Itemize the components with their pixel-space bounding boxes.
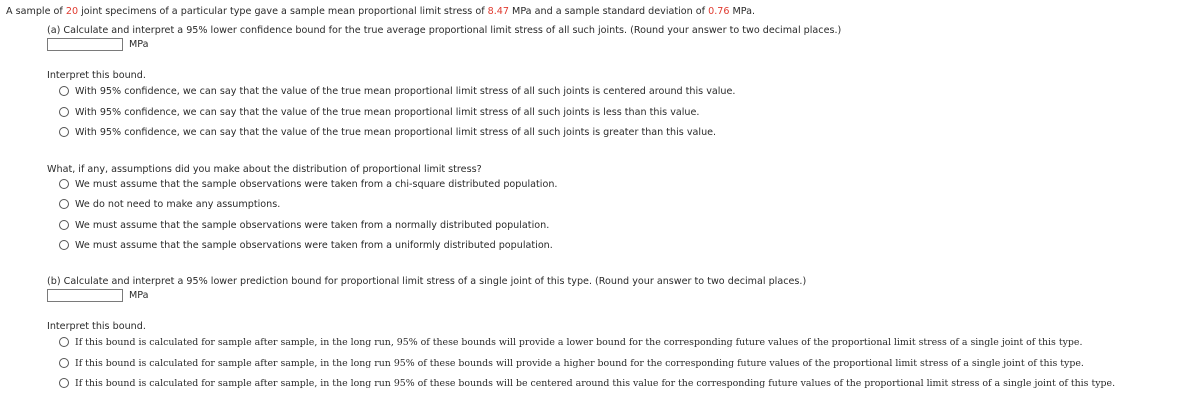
intro-text: A sample of: [6, 6, 66, 17]
radio-button-icon[interactable]: [59, 220, 69, 230]
assumption-option-1[interactable]: [59, 178, 557, 190]
part-a-interpret-label: Interpret this bound.: [47, 70, 146, 81]
radio-button-icon[interactable]: [59, 127, 69, 137]
option-label: If this bound is calculated for sample after sample, in the long run 95% of these bounds will provide a higher bound for the corresponding future values of the proportional limit stress of a single joint of this type.: [75, 357, 1084, 369]
part-a-option-1[interactable]: [59, 85, 735, 97]
part-b-option-1[interactable]: [59, 336, 1082, 348]
intro-text: joint specimens of a particular type gave a sample mean proportional limit stress of: [78, 6, 488, 17]
part-b-unit-label: MPa: [129, 290, 149, 301]
sample-size-value: 20: [65, 6, 79, 17]
option-label: If this bound is calculated for sample after sample, in the long run 95% of these bounds will be centered around this value for the corresponding future values of the proportional limit stress of a single joint of this type.: [75, 377, 1116, 389]
option-label: We must assume that the sample observations were taken from a chi-square distributed population.: [75, 178, 558, 190]
radio-button-icon[interactable]: [59, 86, 69, 96]
radio-button-icon[interactable]: [59, 107, 69, 117]
option-label: We must assume that the sample observations were taken from a uniformly distributed population.: [75, 239, 553, 251]
part-b-answer-input[interactable]: [47, 289, 123, 302]
assumptions-question: What, if any, assumptions did you make about the distribution of proportional limit stress?: [47, 164, 482, 175]
option-label: If this bound is calculated for sample after sample, in the long run, 95% of these bounds will provide a lower bound for the corresponding future values of the proportional limit stress of a single joint of this type.: [75, 336, 1083, 348]
intro-text: MPa.: [729, 6, 756, 17]
part-b-prompt: (b) Calculate and interpret a 95% lower prediction bound for proportional limit stress of a single joint of this type. (Round your answer to two decimal places.): [47, 276, 807, 287]
part-b-interpret-label: Interpret this bound.: [47, 321, 146, 332]
problem-statement: [6, 6, 755, 18]
radio-button-icon[interactable]: [59, 199, 69, 209]
assumption-option-2[interactable]: [59, 198, 280, 210]
part-b-option-3[interactable]: [59, 377, 1115, 389]
radio-button-icon[interactable]: [59, 240, 69, 250]
intro-text: MPa and a sample standard deviation of: [509, 6, 709, 17]
part-a-option-3[interactable]: [59, 126, 716, 138]
radio-button-icon[interactable]: [59, 179, 69, 189]
assumption-option-4[interactable]: [59, 239, 553, 251]
part-b-option-2[interactable]: [59, 357, 1084, 369]
option-label: We do not need to make any assumptions.: [75, 198, 281, 210]
radio-button-icon[interactable]: [59, 378, 69, 388]
part-a-unit-label: MPa: [129, 39, 149, 50]
option-label: With 95% confidence, we can say that the value of the true mean proportional limit stress of all such joints is centered around this value.: [75, 85, 736, 97]
assumption-option-3[interactable]: [59, 219, 549, 231]
radio-button-icon[interactable]: [59, 337, 69, 347]
radio-button-icon[interactable]: [59, 358, 69, 368]
part-a-prompt: (a) Calculate and interpret a 95% lower confidence bound for the true average proportional limit stress of all such joints. (Round your answer to two decimal places.): [47, 25, 842, 36]
sample-sd-value: 0.76: [708, 6, 730, 17]
part-a-option-2[interactable]: [59, 106, 699, 118]
part-a-answer-input[interactable]: [47, 38, 123, 51]
sample-mean-value: 8.47: [487, 6, 509, 17]
option-label: With 95% confidence, we can say that the value of the true mean proportional limit stress of all such joints is less than this value.: [75, 106, 700, 118]
option-label: With 95% confidence, we can say that the value of the true mean proportional limit stress of all such joints is greater than this value.: [75, 126, 717, 138]
option-label: We must assume that the sample observations were taken from a normally distributed population.: [75, 219, 550, 231]
